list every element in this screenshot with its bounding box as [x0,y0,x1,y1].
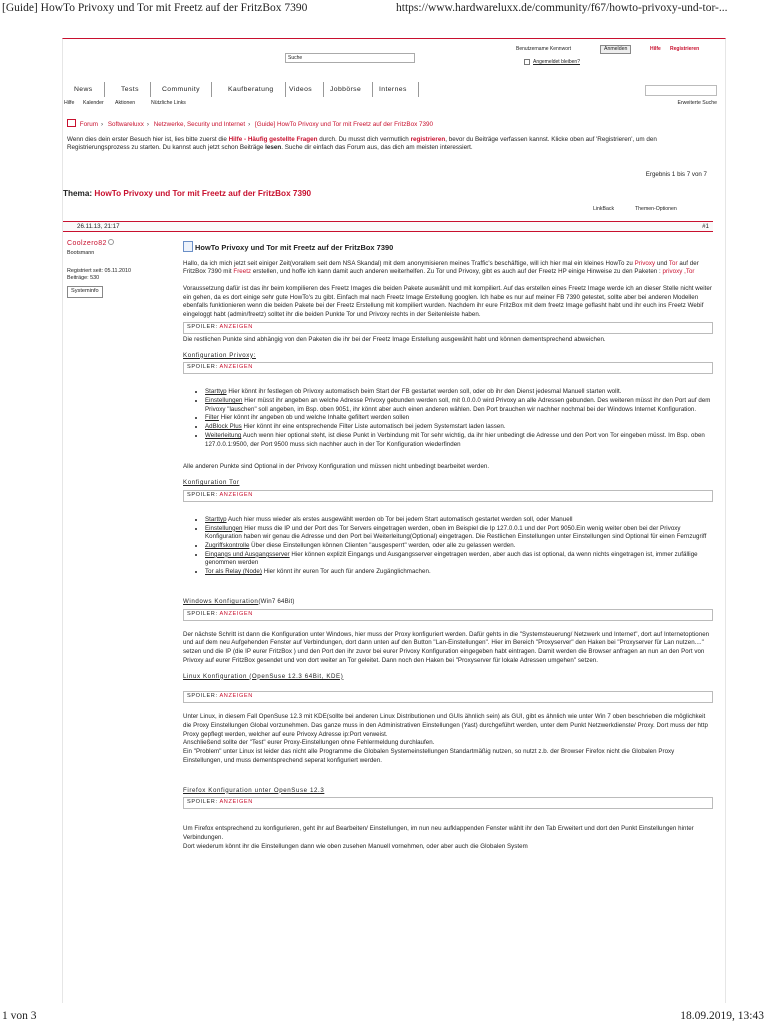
breadcrumb-softwareluxx[interactable]: Softwareluxx [107,121,144,128]
spoiler-box [183,490,713,502]
section-heading: Firefox Konfiguration unter OpenSuse 12.3 [183,786,325,794]
intro-text: , bevor du Beiträge verfassen kannst. Klicke oben auf 'Registrieren', um den Registrierungsprozess zu starten. Du kannst auch jetzt schon Beiträge [67,136,657,152]
post-paragraph: Die restlichen Punkte sind abhängig von den Paketen die ihr bei der Freetz Image Erstellung ausgewählt habt und können dementsprechend abweichen. [183,335,606,343]
spoiler-label: SPOILER: [187,693,218,700]
list-item [205,397,713,414]
post-author [67,239,175,298]
spoiler-show-button[interactable]: ANZEIGEN [219,323,253,330]
spoiler-show-button[interactable]: ANZEIGEN [219,491,253,498]
user-rank: Bootsmann [67,250,95,257]
list-text: Hier muss die IP und der Port des Tor Servers eingetragen werden, oben im Beispiel die Ip 127.0.0.1 und der Port 9050.Ein wenig weiter oben bei der Privoxy Konfiguration haben wir genau die Adresse und den Port bei Weiterleitung(Optional) eingetragen. Die Restlichen Einstellungen unter Einstellungen sind Optional für einen Fernzugriff [205,524,707,541]
heading-text: Windows Konfiguration [183,597,259,605]
username-link[interactable]: Coolzero82 [67,240,107,247]
intro-text: . Suche dir einfach das Forum aus, das dich am meisten interessiert. [281,144,473,152]
post-paragraph: Der nächste Schritt ist dann die Konfiguration unter Windows, hier muss der Proxy konfiguriert werden. Dafür gehts in die "Systemsteuerung/ Netzwerk und Internet", dort auf Internetoptionen und auf dem neu Aufgehenden Fenster auf Verbindungen, dort dann unten auf den Button "Lan-Einstellungen". Hier im Bereich "Proxyserver" den Haken bei "Proxyserver für Lan nutzen...." setzen und die IP (die IP eurer FritzBox ) und den Port den ihr zuvor bei eurer Privoxy Konfiguration eingegeben habt eintragen. Damit werden die Browser anfragen an nun an den Port von Privoxy auf eurer FritzBox gesendet und von dort weiter an Tor geleitet. Dann noch den Haken bei "Proxyserver für lokale Adressen umgehen" setzen. [183,630,710,664]
breadcrumb: Forum › Softwareluxx › Netzwerke, Security und Internet › [Guide] HowTo Privoxy und Tor mit Freetz auf der FritzBox 7390 [67,119,433,130]
advanced-search-link[interactable]: Erweiterte Suche [677,100,717,106]
spoiler-show-button[interactable]: ANZEIGEN [219,364,253,371]
login-label: Benutzername Kennwort [516,46,572,52]
spoiler-label: SPOILER: [187,610,218,617]
list-item [205,551,713,568]
post-paragraph: Anschließend sollte der "Test" eurer Proxy-Einstellungen ohne Fehlermeldung durchlaufen. [183,739,435,747]
thread-label: Thema: [63,189,93,198]
spoiler-label: SPOILER: [187,491,218,498]
post-paragraph: Alle anderen Punkte sind Optional in der Privoxy Konfiguration und müssen nicht unbedingt bearbeitet werden. [183,463,490,471]
list-item [205,542,713,551]
list-text: Hier könnt ihr festlegen ob Privoxy automatisch beim Start der FB gestartet werden soll, oder ob ihr den Dienst jedesmal Manuell starten wollt. [226,388,622,396]
spoiler-show-button[interactable]: ANZEIGEN [219,693,253,700]
intro-register-link[interactable]: registrieren [410,136,446,143]
list-term: Weiterleitung [205,431,242,439]
results-count: Ergebnis 1 bis 7 von 7 [645,171,707,178]
home-icon[interactable] [67,119,76,127]
list-item [205,432,713,449]
tor-link[interactable]: Tor [668,259,678,267]
list-term: Starttyp [205,388,227,396]
post-paragraph: Unter Linux, in diesem Fall OpenSuse 12.3 mit KDE(sollte bei anderen Linux Distributionen und GUIs ähnlich sein) als GUI, gibt es ähnlich wie unter Win 7 oben beschrieben die möglichkeit die Proxy Einstellungen Global vorzunehmen. Das ganze muss in den Administrativen Einstellungen (Yast) durchgeführt werden, unter dem Punkt Netzwerkdienste/ Proxy. Dort muss der http Proxy gepflegt werden, welcher auf eure Privoxy Adresse ip:Port verweist. [183,713,708,738]
freetz-link[interactable]: Freetz [233,268,252,276]
post-date: 26.11.13, 21:17 [77,223,120,230]
post-paragraph: Ein "Problem" unter Linux ist leider das nicht alle Programme die Globalen Systemeinstellungen Standartmäßig nutzen, so nutzt z.b. der Browser Firefox nicht die Globalen Proxy Einstellungen, und muss dementsprechend seperat konfiguriert werden. [183,748,675,764]
post-text: auf der FritzBox 7390 mit [183,259,699,276]
intro-text: durch. Du musst dich vermutlich [317,136,411,143]
print-page-url: https://www.hardwareluxx.de/community/f67/howto-privoxy-und-tor-... [396,2,728,14]
nav-videos[interactable]: Videos [278,82,324,97]
breadcrumb-thread[interactable]: [Guide] HowTo Privoxy und Tor mit Freetz auf der FritzBox 7390 [254,121,433,128]
spoiler-show-button[interactable]: ANZEIGEN [219,799,253,806]
nav-search-input[interactable] [645,85,717,96]
intro-text: Wenn dies dein erster Besuch hier ist, lies bitte zuerst die [67,136,229,143]
systeminfo-button[interactable]: Systeminfo [67,286,103,298]
post-text: und [655,259,669,267]
post-header-bar [63,221,713,232]
section-heading: Konfiguration Tor [183,479,240,487]
thread-title [63,188,311,199]
post-paragraph: Dort wiederum könnt ihr die Einstellungen dann wie oben zusehen Manuell vornehmen, oder aber auch die Globalen System [183,842,528,850]
list-term: Starttyp [205,515,227,523]
main-nav [63,82,725,98]
search-input[interactable]: Suche [285,53,415,63]
offline-icon [108,239,114,245]
list-text: Über diese Einstellungen können Clienten "ausgesperrt" werden, oder alle zu gelassen werden. [249,542,516,550]
list-item [205,516,713,525]
list-text: Hier müsst ihr angeben an welche Adresse Privoxy gebunden werden soll, mit 0.0.0.0 wird Privoxy an alle Adressen gebunden. Des weiteren müsst ihr den Port auf dem Privoxy "lauschen" soll angeben, im Bsp. oben 9051, ihr könnt aber auch einen anderen wählen. Den Port brauchen wir nachher nochmal bei der Windows Internet Konfiguration. [205,397,711,413]
print-page-number: 1 von 3 [2,1010,37,1022]
sub-nav [63,100,725,110]
nav-news[interactable]: News [63,82,105,97]
list-term: Filter [205,414,219,422]
section-heading: Konfiguration Privoxy: [183,351,256,359]
spoiler-label: SPOILER: [187,364,218,371]
post-text: erstellen, und hoffe ich kann damit auch anderen weiterhelfen. Zu Tor und Privoxy, gibt es auch auf der Freetz HP einige Hinweise zu den Paketen : [251,268,663,276]
list-text: Auch hier muss wieder als erstes ausgewählt werden ob Tor bei jedem Start automatisch gestartet werden soll, oder Manuell [226,515,573,523]
list-text: Auch wenn hier optional steht, ist diese Punkt in Verbindung mit Tor sehr wichtig, da ihr hier unbedingt die Adresse und den Port von Tor eingeben müsst. Im Bsp. oben 127.0.0.1:9500, der Port 9500 muss sich nachher auch in der Tor Konfiguration wiederfinden [205,431,705,448]
subnav-kalender[interactable]: Kalender [83,100,104,106]
list-item [205,414,713,423]
nav-internes[interactable]: Internes [368,82,419,97]
print-footer [0,1008,768,1024]
post-text: Hallo, da ich mich jetzt seit einiger Zeit(vorallem seit dem NSA Skandal) mit dem anonymisieren meines Traffic's beschäftige, will ich hier mal ein kleines HowTo zu [183,259,635,267]
subnav-aktionen[interactable]: Aktionen [115,100,136,106]
spoiler-box [183,797,713,809]
list-text: Hier können explizit Eingangs und Ausgangsserver eingetragen werden, aber auch das ist optional, da wenn nichts eingetragen ist, immer zufällige genommen werden [205,550,698,567]
section-heading [183,598,713,607]
user-joined: Registriert seit: 05.11.2010 [67,267,132,274]
list-text: Hier könnt ihr euren Tor auch für andere Zugänglichmachen. [261,568,431,576]
thread-options-menu[interactable]: Themen-Optionen [635,206,677,212]
breadcrumb-netzwerke[interactable]: Netzwerke, Security und Internet [153,121,246,128]
remember-label[interactable]: Angemeldet bleiben? [533,59,580,65]
subnav-nuetzliche-links[interactable]: Nützliche Links [151,100,186,106]
print-page-title: [Guide] HowTo Privoxy und Tor mit Freetz auf der FritzBox 7390 [2,2,308,14]
intro-read-link[interactable]: lesen [265,144,282,152]
linkback-link[interactable]: LinkBack [593,206,615,212]
spoiler-box [183,322,713,334]
spoiler-box [183,691,713,703]
help-link[interactable]: Hilfe [650,46,661,52]
nav-tests[interactable]: Tests [110,82,151,97]
nav-community[interactable]: Community [151,82,212,97]
post-paragraph: Um Firefox entsprechend zu konfigurieren, geht ihr auf Bearbeiten/ Einstellungen, im nun neu aufklappenden Fenster wählt ihr den Tab Erweitert und dort den Punkt Einstellungen hinter Verbindungen. [183,825,694,842]
spoiler-label: SPOILER: [187,323,218,330]
list-text: Hier könnt ihr eine entsprechende Filter Liste automatisch bei jedem Systemstart laden lassen. [241,423,506,431]
list-text: Hier könnt ihr angeben ob und welche Inhalte gefiltert werden sollen [218,414,410,422]
privoxy-list [183,388,713,449]
print-header [0,0,768,16]
list-item [205,568,713,577]
post-body [183,241,713,852]
spoiler-box [183,362,713,374]
list-item [205,525,713,542]
intro-help-link[interactable]: Hilfe - Häufig gestellte Fragen [228,136,318,143]
nav-kaufberatung[interactable]: Kaufberatung [217,82,286,97]
tor-list [183,516,713,577]
list-term: Einstellungen [205,524,243,532]
post-title-text: HowTo Privoxy und Tor mit Freetz auf der FritzBox 7390 [195,243,394,252]
list-term: Tor als Relay (Node) [205,568,262,576]
privoxy-link[interactable]: Privoxy [634,259,656,267]
breadcrumb-forum[interactable]: Forum [79,121,98,128]
list-term: Eingangs und Ausgangsserver [205,550,290,558]
spoiler-label: SPOILER: [187,799,218,806]
spoiler-show-button[interactable]: ANZEIGEN [219,610,253,617]
subnav-hilfe[interactable]: Hilfe [64,100,75,106]
heading-suffix: (Win7 64Bit) [258,597,295,605]
user-posts: Beiträge: 530 [67,275,100,282]
register-link[interactable]: Registrieren [670,46,700,52]
welcome-notice [67,136,707,153]
nav-jobboerse[interactable]: Jobbörse [319,82,373,97]
post-title [183,241,713,254]
login-button[interactable]: Anmelden [600,45,631,54]
thread-title-link[interactable]: HowTo Privoxy und Tor mit Freetz auf der FritzBox 7390 [94,189,312,198]
spoiler-box [183,609,713,621]
section-heading: Linux Konfiguration (OpenSuse 12.3 64Bit, KDE) [183,672,344,680]
list-item [205,423,713,432]
document-icon [183,241,193,252]
list-term: AdBlock Plus [205,423,242,431]
list-term: Zugriffskontrolle [205,542,250,550]
post-paragraph [183,260,713,277]
remember-checkbox[interactable] [524,59,530,65]
list-term: Einstellungen [205,397,243,404]
package-links[interactable]: privoxy ,Tor [662,268,695,276]
forum-page [62,38,726,1003]
post-paragraph: Voraussetzung dafür ist das ihr beim kompilieren des Freetz Images die beiden Pakete auswählt und mit kompiliert. Auf das erstellen eines Freetz Image werde ich an dieser Stelle nicht weiter ein gehen, da es dort einige sehr gute HowTo's zu gibt. Einfach mal nach Freetz Image Erstellung googlen. Ich habe es nur auf meiner FB 7390 getestet, sollte aber bei anderen Modellen ebenfalls funktionieren wenn die beiden Pakete bei der Freetz Erstellung mit kompiliert wurden. Nachdem ihr eure FritzBox mit dem freetz Image geflasht habt und ihr euch ins Freetz Webif eingeloggt habt (admin/freetz) solltet ihr die beiden Punkte Tor und Privoxy rechts in der Seitenleiste haben. [183,284,712,319]
list-item [205,388,713,397]
print-date: 18.09.2019, 13:43 [680,1010,764,1022]
post-number-link[interactable]: #1 [702,223,709,230]
